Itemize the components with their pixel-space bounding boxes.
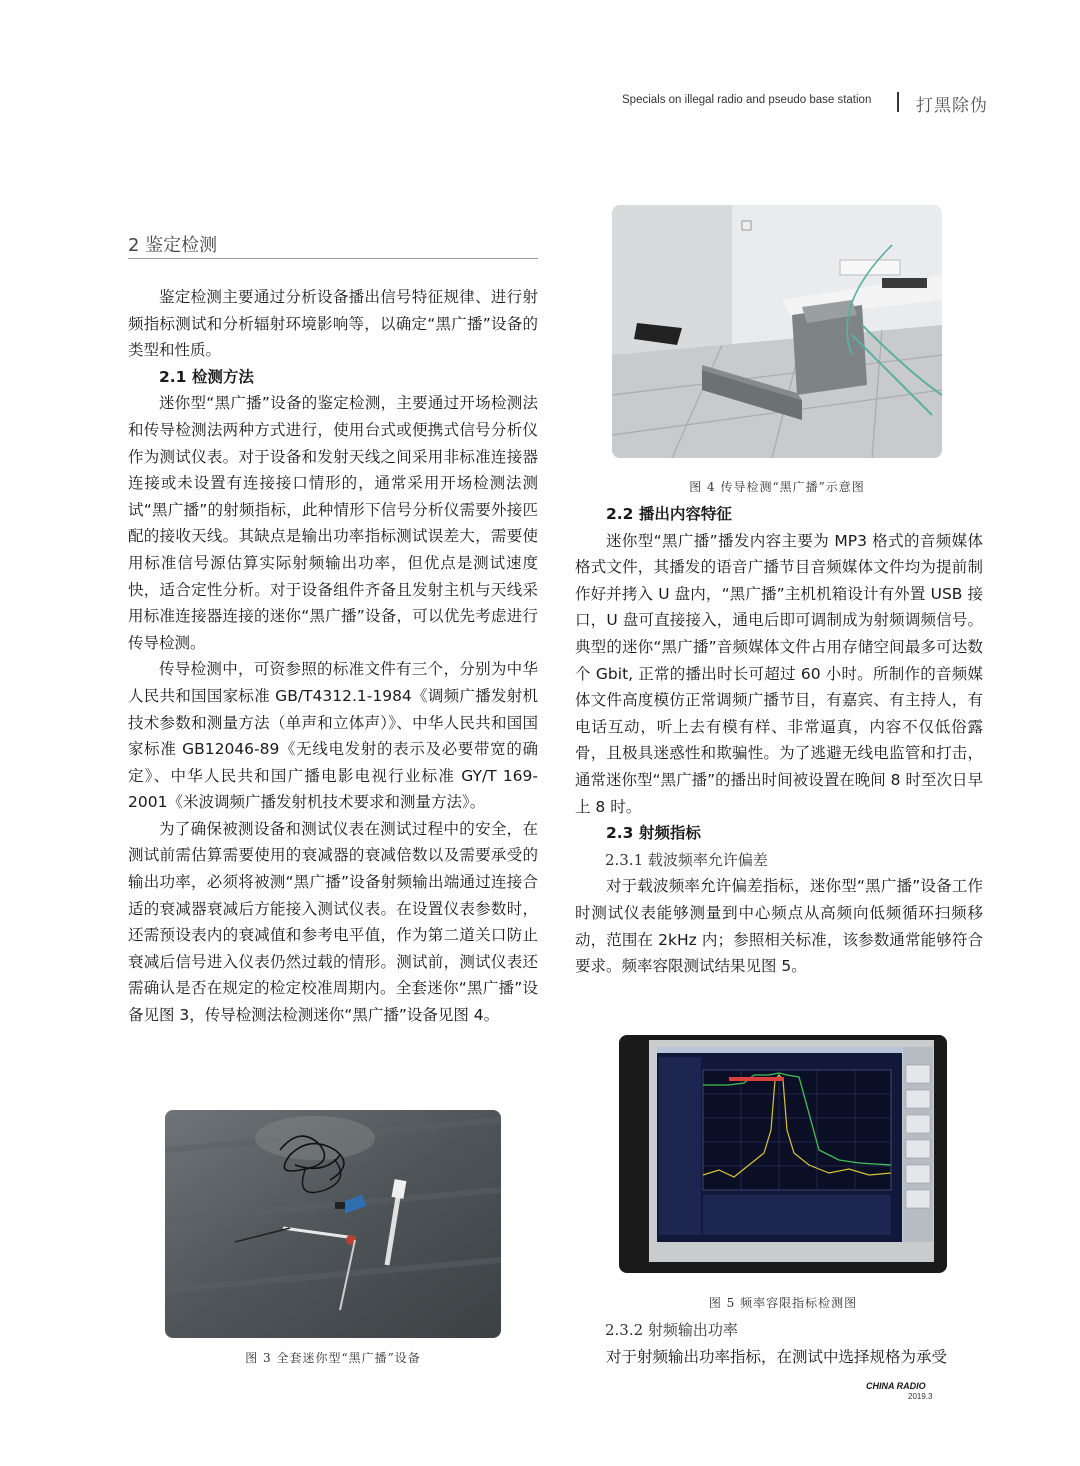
heading-2-3-1: 2.3.1 载波频率允许偏差 xyxy=(605,850,768,869)
section-rule xyxy=(128,258,538,259)
paragraph-intro: 鉴定检测主要通过分析设备播出信号特征规律、进行射频指标测试和分析辐射环境影响等，以确定“黑广播”设备的类型和性质。 xyxy=(128,288,538,360)
figure-5-photo xyxy=(619,1035,947,1273)
figure-4-caption: 图 4 传导检测“黑广播”示意图 xyxy=(689,480,865,494)
paragraph-content: 迷你型“黑广播”播发内容主要为 MP3 格式的音频媒体格式文件，其播发的语音广播节目音频媒体文件均为提前制作好并拷入 U 盘内，“黑广播”主机机箱设计有外置 USB 接口，U 盘可直接接入，通电后即可调制成为射频调频信号。典型的迷你“黑广播”音频媒体文件占用存储空间最多可达数个 Gbit, 正常的播出时长可超过 60 小时。所制作的音频媒体文件高度模仿正常调频广播节目，有嘉宾、有主持人，有电话互动，听上去有模有样、非常逼真，内容不仅低俗露骨，且极具迷惑性和欺骗性。为了逃避无线电监管和打击，通常迷你型“黑广播”的播出时间被设置在晚间 8 时至次日早上 8 时。 xyxy=(575,531,983,816)
figure-5-caption: 图 5 频率容限指标检测图 xyxy=(708,1296,858,1310)
header-chinese: 打黑除伪 xyxy=(916,96,988,116)
figure-3-photo xyxy=(165,1110,501,1338)
paragraph-frequency: 对于载波频率允许偏差指标，迷你型“黑广播”设备工作时测试仪表能够测量到中心频点从高频向低频循环扫频移动，范围在 2kHz 内；参照相关标准，该参数通常能够符合要求。频率容限测试结果见图 5。 xyxy=(575,877,983,976)
right-column-bottom xyxy=(575,1317,983,1370)
paragraph-methods: 迷你型“黑广播”设备的鉴定检测，主要通过开场检测法和传导检测法两种方式进行，使用台式或便携式信号分析仪作为测试仪表。对于设备和发射天线之间采用非标准连接器连接或未设置有连接接口情形的，通常采用开场检测法测试“黑广播”的射频指标，此种情形下信号分析仪需要外接匹配的接收天线。其缺点是输出功率指标测试误差大，需要使用标准信号源估算实际射频输出功率，但优点是测试速度快，适合定性分析。对于设备组件齐备且发射主机与天线采用标准连接器连接的迷你“黑广播”设备，可以优先考虑进行传导检测。 xyxy=(128,394,538,652)
figure-3-caption: 图 3 全套迷你型“黑广播”设备 xyxy=(245,1351,421,1365)
section-title: 2 鉴定检测 xyxy=(128,235,218,256)
figure-4-photo xyxy=(612,205,942,458)
heading-2-3-2: 2.3.2 射频输出功率 xyxy=(605,1321,738,1339)
heading-2-3: 2.3 射频指标 xyxy=(606,824,701,843)
paragraph-safety: 为了确保被测设备和测试仪表在测试过程中的安全，在测试前需估算需要使用的衰减器的衰减倍数以及需要承受的输出功率，必须将被测“黑广播”设备射频输出端通过连接合适的衰减器衰减后方能接入测试仪表。在设置仪表参数时，还需预设表内的衰减值和参考电平值，作为第二道关口防止衰减后信号进入仪表仍然过载的情形。测试前，测试仪表还需确认是否在规定的检定校准周期内。全套迷你“黑广播”设备见图 3，传导检测法检测迷你“黑广播”设备见图 4。 xyxy=(128,819,538,1025)
footer-journal-title: CHINA RADIO xyxy=(866,1381,926,1391)
paragraph-power: 对于射频输出功率指标，在测试中选择规格为承受 xyxy=(606,1347,948,1366)
heading-2-2: 2.2 播出内容特征 xyxy=(606,505,732,523)
paragraph-standards: 传导检测中，可资参照的标准文件有三个，分别为中华人民共和国国家标准 GB/T4312.1-1984《调频广播发射机技术参数和测量方法（单声和立体声）》、中华人民共和国国家标准 GB12046-89《无线电发射的表示及必要带宽的确定》、中华人民共和国广播电影电视行业标准 GY/T 169-2001《米波调频广播发射机技术要求和测量方法》。 xyxy=(128,660,538,812)
left-column xyxy=(128,284,538,1029)
header-divider xyxy=(897,92,899,112)
right-column-top xyxy=(575,501,983,980)
heading-2-1: 2.1 检测方法 xyxy=(159,367,254,386)
footer-issue-date: 2019.3 xyxy=(908,1392,933,1401)
header-english: Specials on illegal radio and pseudo base station xyxy=(622,94,872,106)
